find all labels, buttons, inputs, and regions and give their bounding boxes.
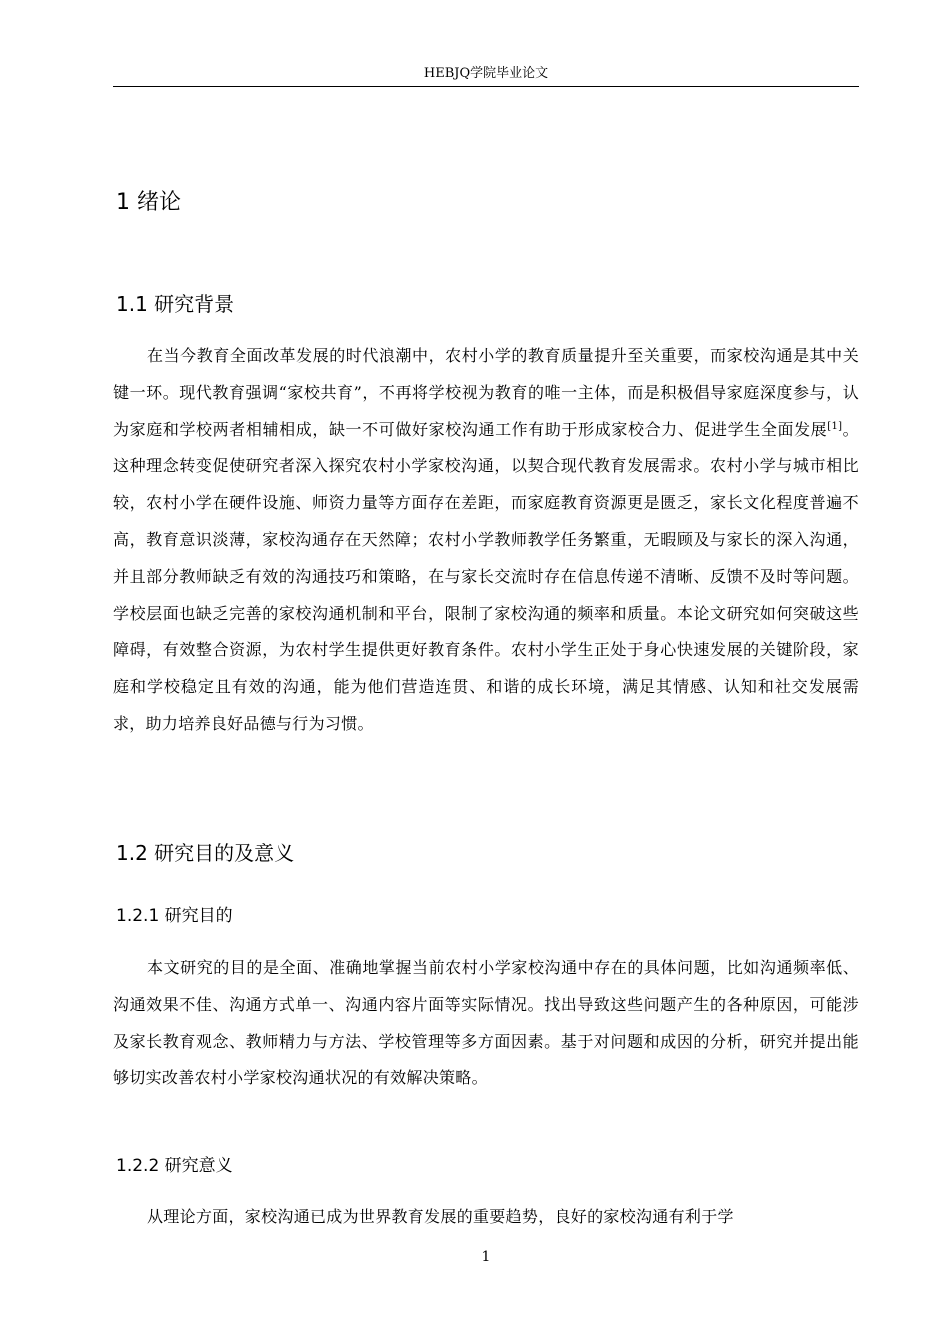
section-1-2-2-title: 1.2.2 研究意义: [116, 1156, 233, 1176]
paragraph-text-part-2: 。这种理念转变促使研究者深入探究农村小学家校沟通，以契合现代教育发展需求。农村小学与城市相比较，农村小学在硬件设施、师资力量等方面存在差距，而家庭教育资源更是匮乏，家长文化程度普遍不高，教育意识淡薄，家校沟通存在天然障；农村小学教师教学任务繁重，无暇顾及与家长的深入沟通，并且部分教师缺乏有效的沟通技巧和策略，在与家长交流时存在信息传递不清晰、反馈不及时等问题。学校层面也缺乏完善的家校沟通机制和平台，限制了家校沟通的频率和质量。本论文研究如何突破这些障碍，有效整合资源，为农村学生提供更好教育条件。农村小学生正处于身心快速发展的关键阶段，家庭和学校稳定且有效的沟通，能为他们营造连贯、和谐的成长环境，满足其情感、认知和社交发展需求，助力培养良好品德与行为习惯。: [113, 419, 859, 733]
header-rule: [113, 86, 859, 87]
chapter-title: 1 绪论: [116, 190, 181, 215]
page-number: 1: [481, 1249, 491, 1265]
section-1-2-title: 1.2 研究目的及意义: [116, 841, 295, 865]
section-1-1-title: 1.1 研究背景: [116, 292, 235, 316]
citation-reference[interactable]: [1]: [827, 420, 843, 432]
section-1-1-paragraph: [113, 338, 859, 743]
page-header: HEBJQ学院毕业论文: [423, 66, 549, 81]
section-1-2-1-title: 1.2.1 研究目的: [116, 906, 233, 926]
paragraph-text-part-1: 在当今教育全面改革发展的时代浪潮中，农村小学的教育质量提升至关重要，而家校沟通是其中关键一环。现代教育强调“家校共育”，不再将学校视为教育的唯一主体，而是积极倡导家庭深度参与，认为家庭和学校两者相辅相成，缺一不可做好家校沟通工作有助于形成家校合力、促进学生全面发展: [113, 346, 859, 439]
section-1-2-1-paragraph: 本文研究的目的是全面、准确地掌握当前农村小学家校沟通中存在的具体问题，比如沟通频率低、沟通效果不佳、沟通方式单一、沟通内容片面等实际情况。找出导致这些问题产生的各种原因，可能涉及家长教育观念、教师精力与方法、学校管理等多方面因素。基于对问题和成因的分析，研究并提出能够切实改善农村小学家校沟通状况的有效解决策略。: [113, 958, 859, 1088]
section-1-2-2-paragraph: 从理论方面，家校沟通已成为世界教育发展的重要趋势，良好的家校沟通有利于学: [147, 1207, 734, 1226]
